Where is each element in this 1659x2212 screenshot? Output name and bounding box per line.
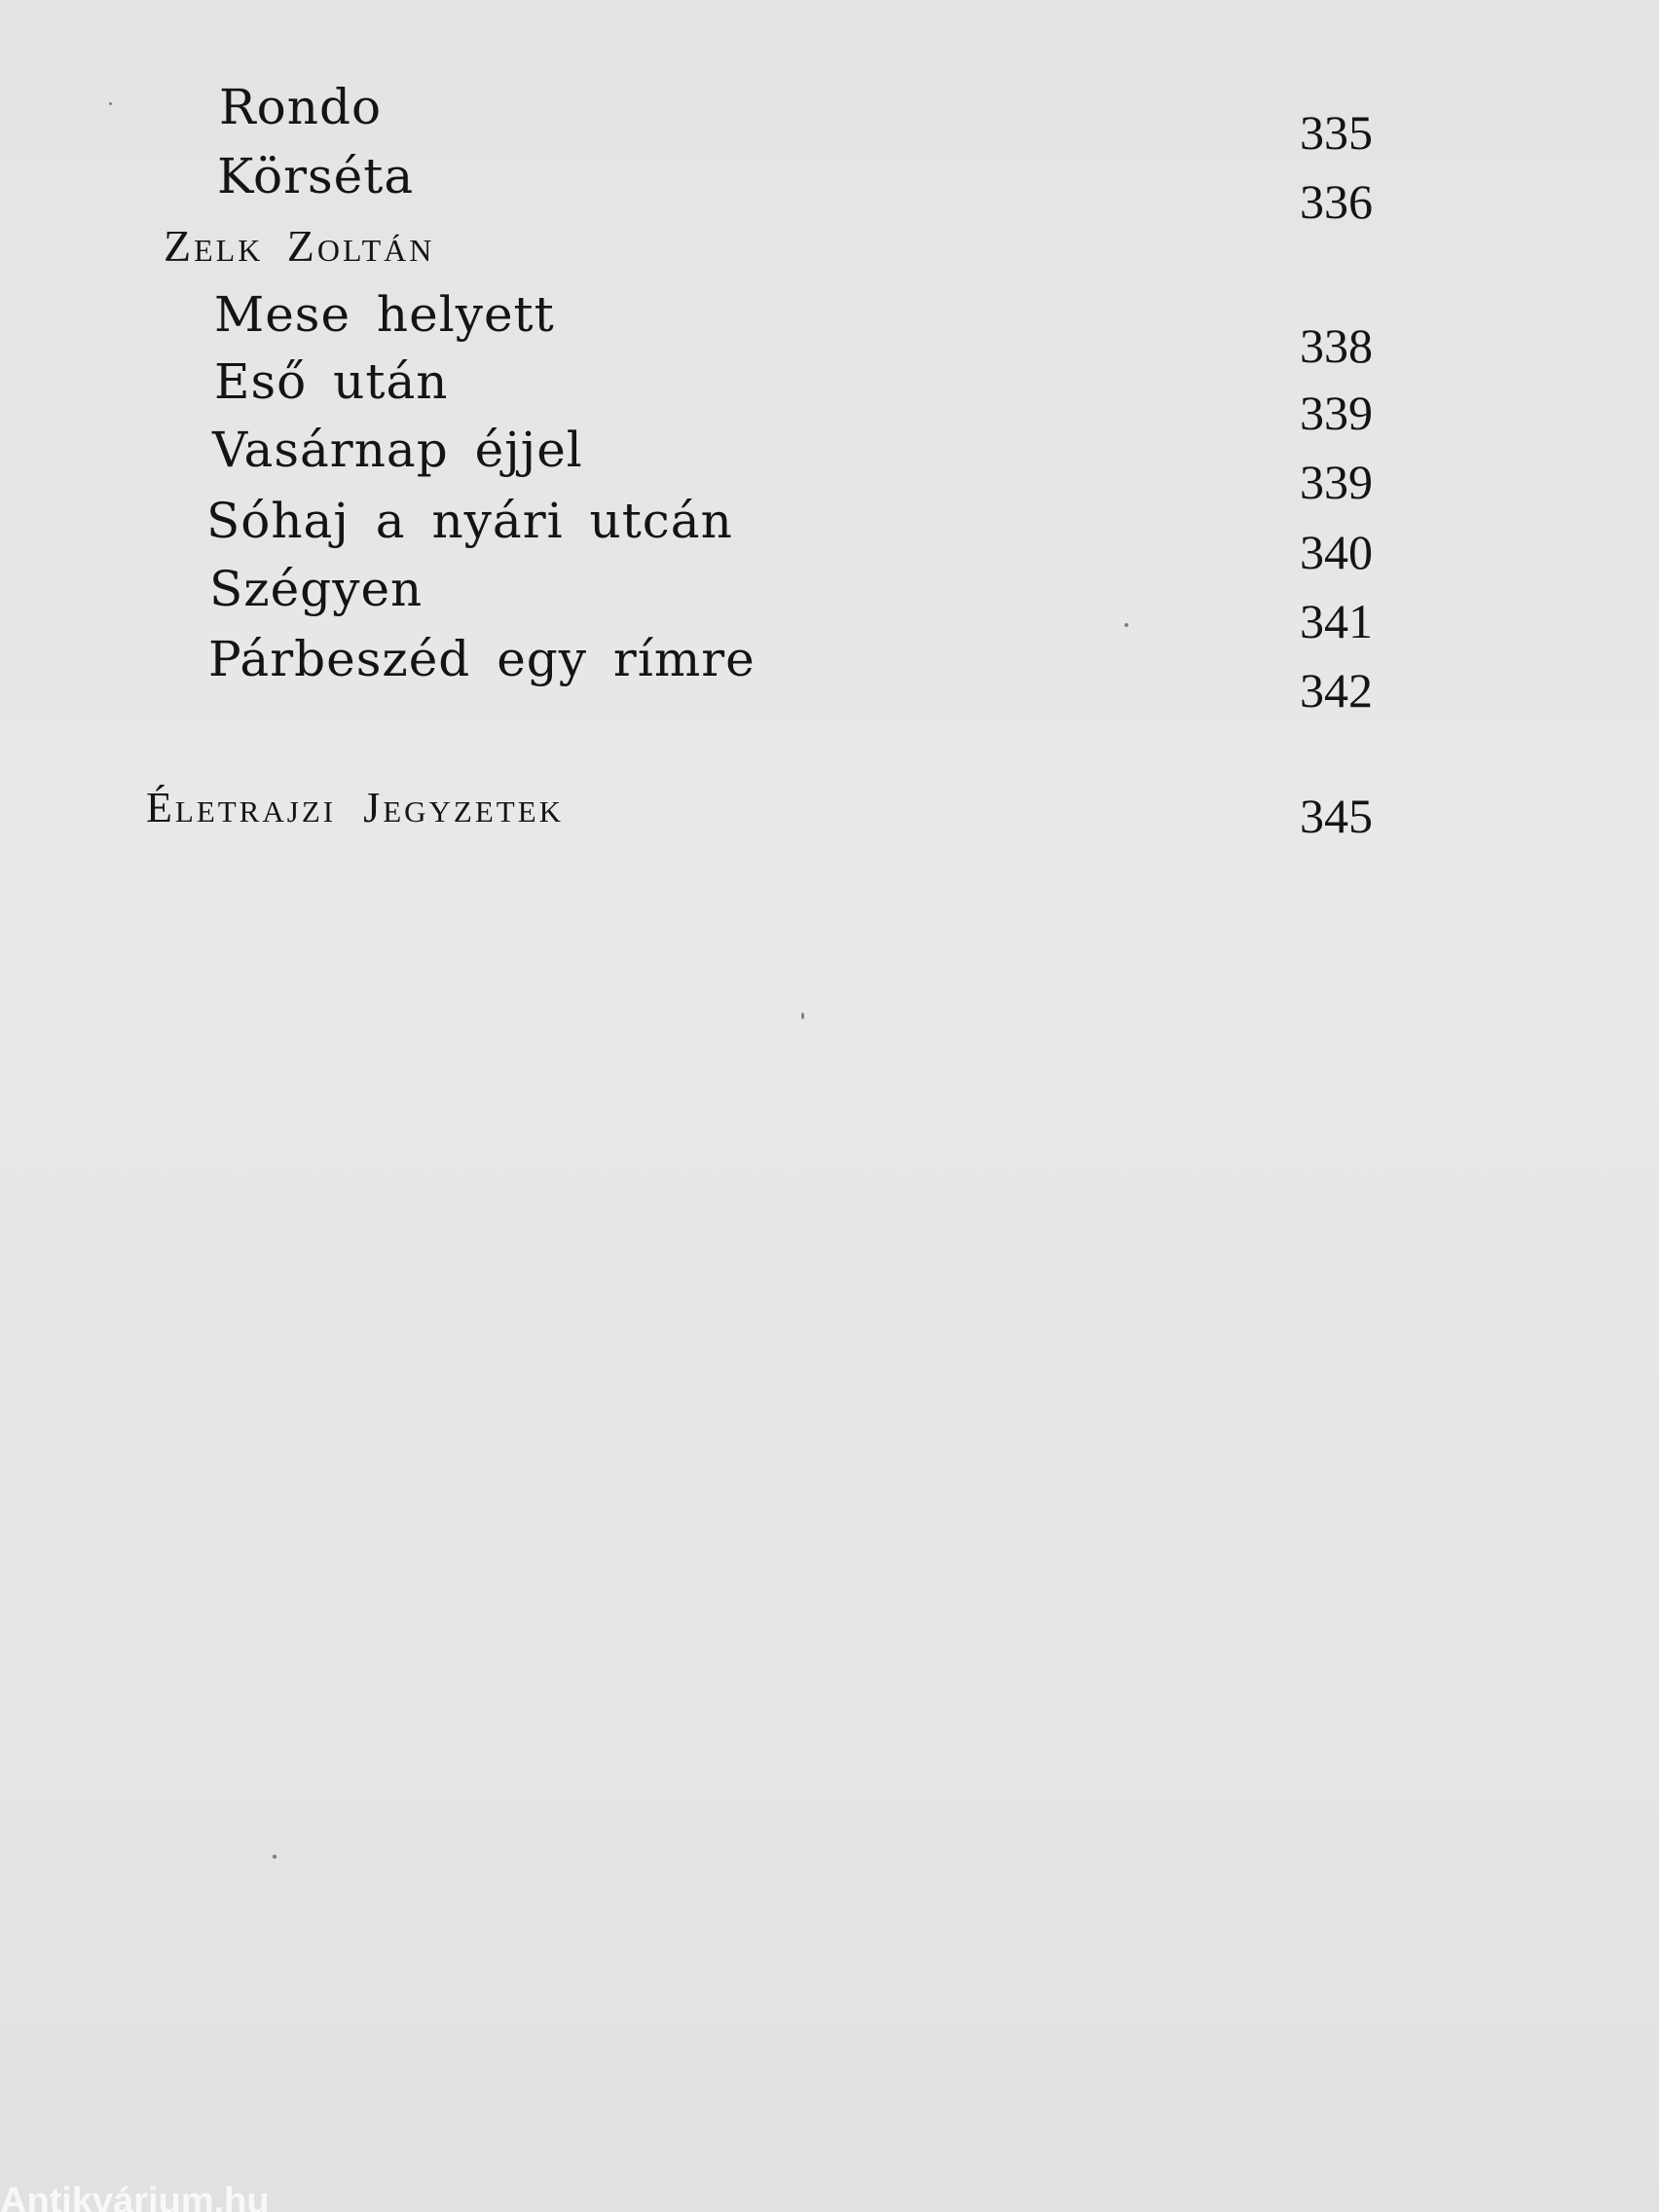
toc-entry: [0, 625, 1659, 718]
toc-entry-page: 340: [1300, 525, 1373, 579]
toc-section: [0, 774, 1659, 842]
toc-entry-title: Eső után: [214, 353, 449, 410]
toc-entry-title: Sóhaj a nyári utcán: [206, 493, 733, 549]
toc-entry-title: Szégyen: [209, 561, 424, 617]
toc-entry: [0, 142, 1659, 229]
paper-speck: [109, 102, 112, 105]
author-heading: Zelk Zoltán: [164, 221, 435, 271]
toc-entry: [0, 487, 1659, 579]
toc-entry: [0, 348, 1659, 440]
toc-entry-page: 342: [1300, 663, 1373, 718]
toc-entry-page: 335: [1300, 105, 1373, 160]
toc-entry-title: Mese helyett: [214, 286, 555, 343]
toc-entry: [0, 555, 1659, 648]
toc-section-page: 345: [1300, 789, 1373, 843]
watermark-logo: Antikvárium.hu: [0, 2181, 270, 2212]
toc-entry-title: Körséta: [217, 148, 415, 204]
toc-entry: [0, 73, 1659, 160]
toc-entry: [0, 280, 1659, 373]
toc-entry-page: 339: [1300, 455, 1373, 509]
toc-section-title: Életrajzi Jegyzetek: [146, 784, 565, 831]
paper-speck: [1124, 623, 1128, 627]
bleed-through-text-bottom: [1328, 2083, 1339, 2189]
toc-entry-page: 336: [1300, 174, 1373, 229]
toc-entry: [0, 416, 1659, 509]
toc-entry-title: Vasárnap éjjel: [212, 422, 583, 478]
toc-entry-page: 341: [1300, 594, 1373, 648]
toc-entry-page: 338: [1300, 318, 1373, 373]
toc-entry-page: 339: [1300, 386, 1373, 440]
toc-entry-title: Rondo: [219, 79, 383, 135]
paper-speck: [801, 1013, 804, 1019]
toc-entry-title: Párbeszéd egy rímre: [208, 631, 756, 687]
paper-speck: [273, 1855, 276, 1859]
